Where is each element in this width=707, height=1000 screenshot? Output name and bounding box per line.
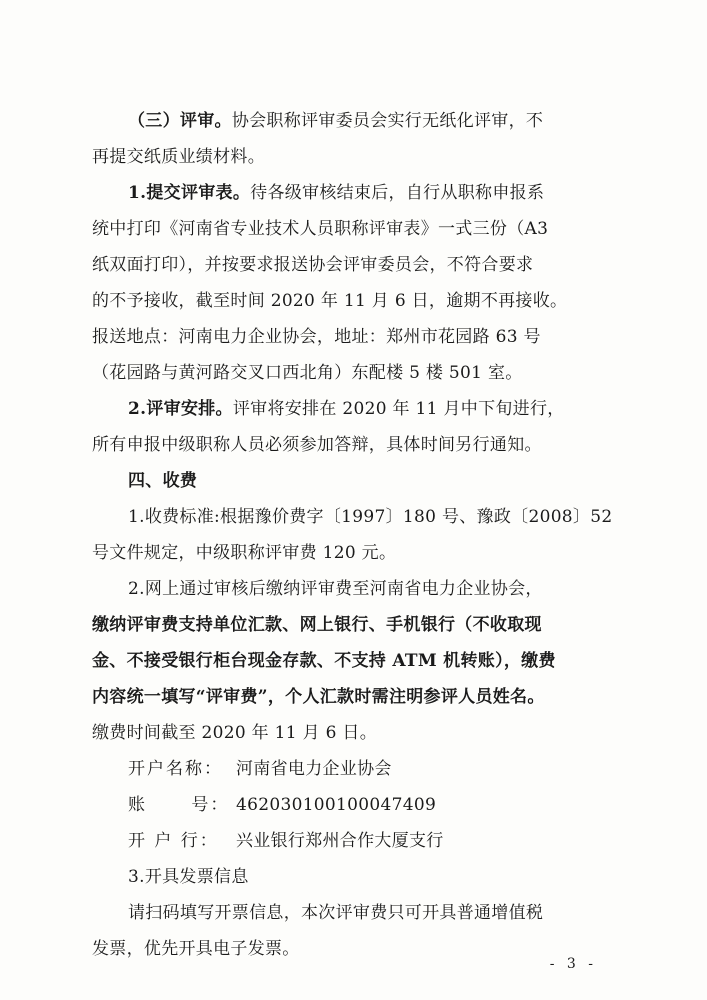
arrangement-text: 评审将安排在 2020 年 11 月中下旬进行，: [232, 399, 565, 419]
payment-line-2: 缴纳评审费支持单位汇款、网上银行、手机银行（不收取现: [92, 615, 542, 635]
invoice-line-2: 发票，优先开具电子发票。: [92, 939, 300, 959]
submit-form-line-1: [92, 182, 612, 204]
account-number-row: [92, 794, 612, 816]
submit-form-line-5: 报送地点：河南电力企业协会，地址：郑州市花园路 63 号: [92, 327, 541, 347]
review-line-1: [92, 110, 612, 132]
payment-line-4: 内容统一填写“评审费”，个人汇款时需注明参评人员姓名。: [92, 687, 545, 707]
submit-form-line-6: （花园路与黄河路交叉口西北角）东配楼 5 楼 501 室。: [92, 363, 523, 383]
bank-label: 开 户 行：: [128, 831, 219, 851]
account-number-label: 账 号：: [128, 795, 230, 815]
bank-row: [92, 830, 612, 852]
arrangement-line-2: 所有申报中级职称人员必须参加答辩，具体时间另行通知。: [92, 435, 542, 455]
payment-line-3: 金、不接受银行柜台现金存款、不支持 ATM 机转账），缴费: [92, 651, 556, 671]
submit-form-line-2: 统中打印《河南省专业技术人员职称评审表》一式三份（A3: [92, 219, 549, 239]
arrangement-heading: 2.评审安排。: [128, 399, 233, 419]
review-text: 协会职称评审委员会实行无纸化评审，不: [231, 111, 544, 131]
review-line-2: 再提交纸质业绩材料。: [92, 147, 265, 167]
account-number-value: 462030100100047409: [236, 795, 437, 815]
submit-form-heading: 1.提交评审表。: [128, 183, 251, 203]
submit-form-line-3: 纸双面打印），并按要求报送协会评审委员会，不符合要求: [92, 255, 534, 275]
page-number: - 3 -: [549, 956, 597, 972]
submit-form-text: 待各级审核结束后，自行从职称申报系: [250, 183, 545, 203]
arrangement-line-1: [92, 398, 612, 420]
fees-heading: 四、收费: [128, 471, 198, 491]
review-heading: （三）评审。: [128, 111, 232, 131]
fee-standard-line-2: 号文件规定，中级职称评审费 120 元。: [92, 543, 397, 563]
payment-line-1: 2.网上通过审核后缴纳评审费至河南省电力企业协会，: [128, 579, 543, 599]
fee-standard-line-1: 1.收费标准:根据豫价费字〔1997〕180 号、豫政〔2008〕52: [128, 507, 613, 527]
bank-value: 兴业银行郑州合作大厦支行: [236, 831, 444, 851]
account-name-value: 河南省电力企业协会: [236, 759, 392, 779]
payment-line-5: 缴费时间截至 2020 年 11 月 6 日。: [92, 723, 378, 743]
invoice-line-1: 请扫码填写开票信息，本次评审费只可开具普通增值税: [128, 903, 544, 923]
invoice-heading: 3.开具发票信息: [128, 867, 249, 887]
page-content: [92, 110, 612, 974]
account-name-label: 开户名称：: [128, 759, 223, 779]
account-name-row: [92, 758, 612, 780]
submit-form-line-4: 的不予接收，截至时间 2020 年 11 月 6 日，逾期不再接收。: [92, 291, 568, 311]
